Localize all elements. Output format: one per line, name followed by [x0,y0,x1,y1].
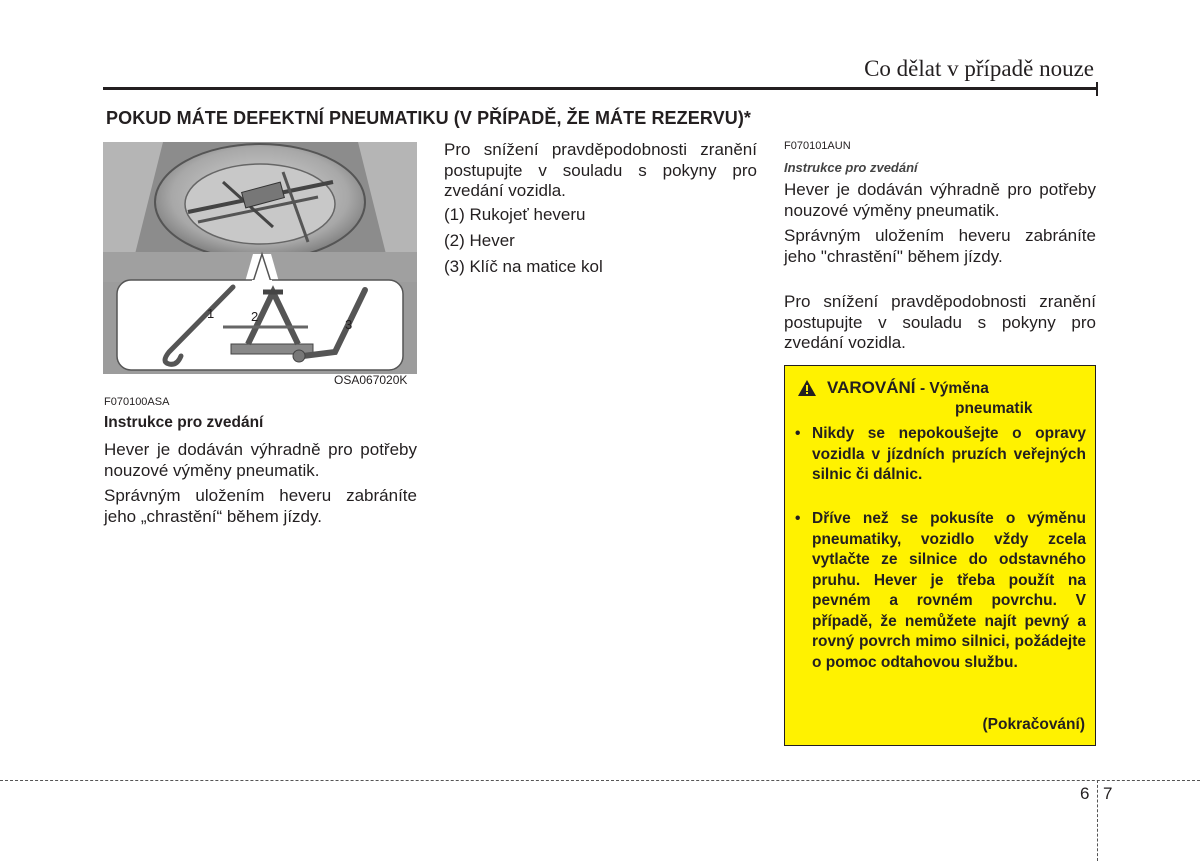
figure-caption-area: OSA067020K [334,373,408,387]
callout-2: 2 [251,309,259,324]
warning-bullet-text-2: Dříve než se pokusíte o výměnu pneumatiky, vozidlo vždy zcela vytlačte ze silnice do odstavného pruhu. Hever je třeba použít na pevném a rovném povrchu. V případě, že nemůžete najít pevný a rovný povrch mimo silnici, požádejte o pomoc odtahovou službu. [812,510,1086,671]
code-col3: F070101AUN [784,140,851,152]
warning-box [784,365,1096,746]
trunk-illustration [103,142,417,374]
warning-label: VAROVÁNÍ [827,378,916,397]
chapter-title: Co dělat v případě nouze [864,56,1094,81]
footer-rule [0,780,1200,781]
paragraph-col3-1: Hever je dodáván výhradně pro potřeby nouzové výměny pneumatik. [784,180,1096,220]
paragraph-col1-1: Hever je dodáván výhradně pro potřeby nouzové výměny pneumatik. [104,440,417,480]
header-rule [103,87,1096,90]
warning-bullet-text-1: Nikdy se nepokoušejte o opravy vozidla v jízdních pruzích veřejných silnic či dálnic. [812,425,1086,483]
bullet-dot: • [795,425,801,442]
page-number-page: 7 [1103,784,1113,803]
page-number-chapter: 6 [1080,784,1090,803]
paragraph-col2-1: Pro snížení pravděpodobnosti zranění postupujte v souladu s pokyny pro zvedání vozidla. [444,140,757,200]
warning-heading [827,378,989,398]
subheading-col1: Instrukce pro zvedání [104,414,264,431]
callout-3: 3 [345,317,353,332]
warning-bullet-1 [795,424,1086,486]
list-item-wrench: (3) Klíč na matice kol [444,257,603,276]
subheading-col3: Instrukce pro zvedání [784,160,918,175]
paragraph-col1-2: Správným uložením heveru zabráníte jeho „chrastění“ během jízdy. [104,486,417,526]
warning-bullet-2 [795,509,1086,673]
list-item-jack: (2) Hever [444,231,515,250]
bullet-dot: • [795,510,801,527]
section-title: POKUD MÁTE DEFEKTNÍ PNEUMATIKU (V PŘÍPADĚ, ŽE MÁTE REZERVU)* [106,108,752,128]
warning-title-part2: pneumatik [955,400,1033,417]
footer-divider [1097,780,1098,861]
callout-1: 1 [207,306,215,321]
warning-triangle-icon [797,379,817,397]
header-rule-tick [1096,82,1098,96]
continued-label: (Pokračování) [982,716,1085,733]
warning-title-part1: - Výměna [919,380,989,397]
spare-tire-figure [103,142,417,374]
list-item-handle: (1) Rukojeť heveru [444,205,586,224]
paragraph-col3-2: Správným uložením heveru zabráníte jeho "chrastění" během jízdy. [784,226,1096,266]
code-col1: F070100ASA [104,396,170,408]
paragraph-col3-3: Pro snížení pravděpodobnosti zranění postupujte v souladu s pokyny pro zvedání vozidla. [784,292,1096,352]
